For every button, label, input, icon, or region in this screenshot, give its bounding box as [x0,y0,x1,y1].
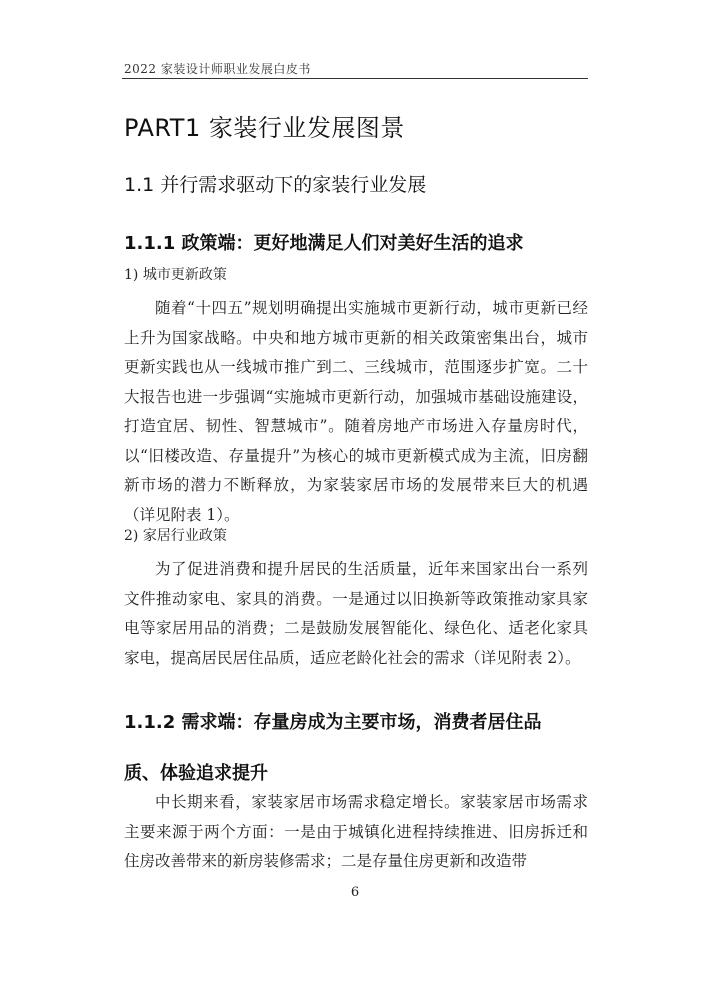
paragraph-urban-renewal: 随着“十四五”规划明确提出实施城市更新行动，城市更新已经上升为国家战略。中央和地方城市更新的相关政策密集出台，城市更新实践也从一线城市推广到二、三线城市，范围逐步扩宽。二十大报告也进一步强调“实施城市更新行动，加强城市基础设施建设，打造宜居、韧性、智慧城市”。随着房地产市场进入存量房时代，以“旧楼改造、存量提升”为核心的城市更新模式成为主流，旧房翻新市场的潜力不断释放，为家装家居市场的发展带来巨大的机遇（详见附表 1）。 [124,299,588,524]
section-1-1-2-title-line2: 质、体验追求提升 [124,763,268,784]
paragraph-home-policy: 为了促进消费和提升居民的生活质量，近年来国家出台一系列文件推动家电、家具的消费。一是通过以旧换新等政策推动家具家电等家居用品的消费；二是鼓励发展智能化、绿色化、适老化家具家电，提高居民居住品质，适应老龄化社会的需求（详见附表 2）。 [124,560,588,667]
subsection-label-urban-renewal: 1) 城市更新政策 [124,267,227,283]
page-number: 6 [350,885,360,900]
section-1-1-1-title: 1.1.1 政策端：更好地满足人们对美好生活的追求 [124,233,524,254]
section-1-1-title: 1.1 并行需求驱动下的家装行业发展 [124,174,427,196]
running-header: 2022 家装设计师职业发展白皮书 [124,62,311,76]
header-rule [122,78,588,79]
paragraph-demand: 中长期来看，家装家居市场需求稳定增长。家装家居市场需求主要来源于两个方面：一是由于城镇化进程持续推进、旧房拆迁和住房改善带来的新房装修需求；二是存量住房更新和改造带 [124,793,588,870]
subsection-label-home-policy: 2) 家居行业政策 [124,528,227,544]
section-1-1-2-title-line1: 1.1.2 需求端：存量房成为主要市场，消费者居住品 [124,712,542,733]
part-title: PART1 家装行业发展图景 [124,114,405,142]
